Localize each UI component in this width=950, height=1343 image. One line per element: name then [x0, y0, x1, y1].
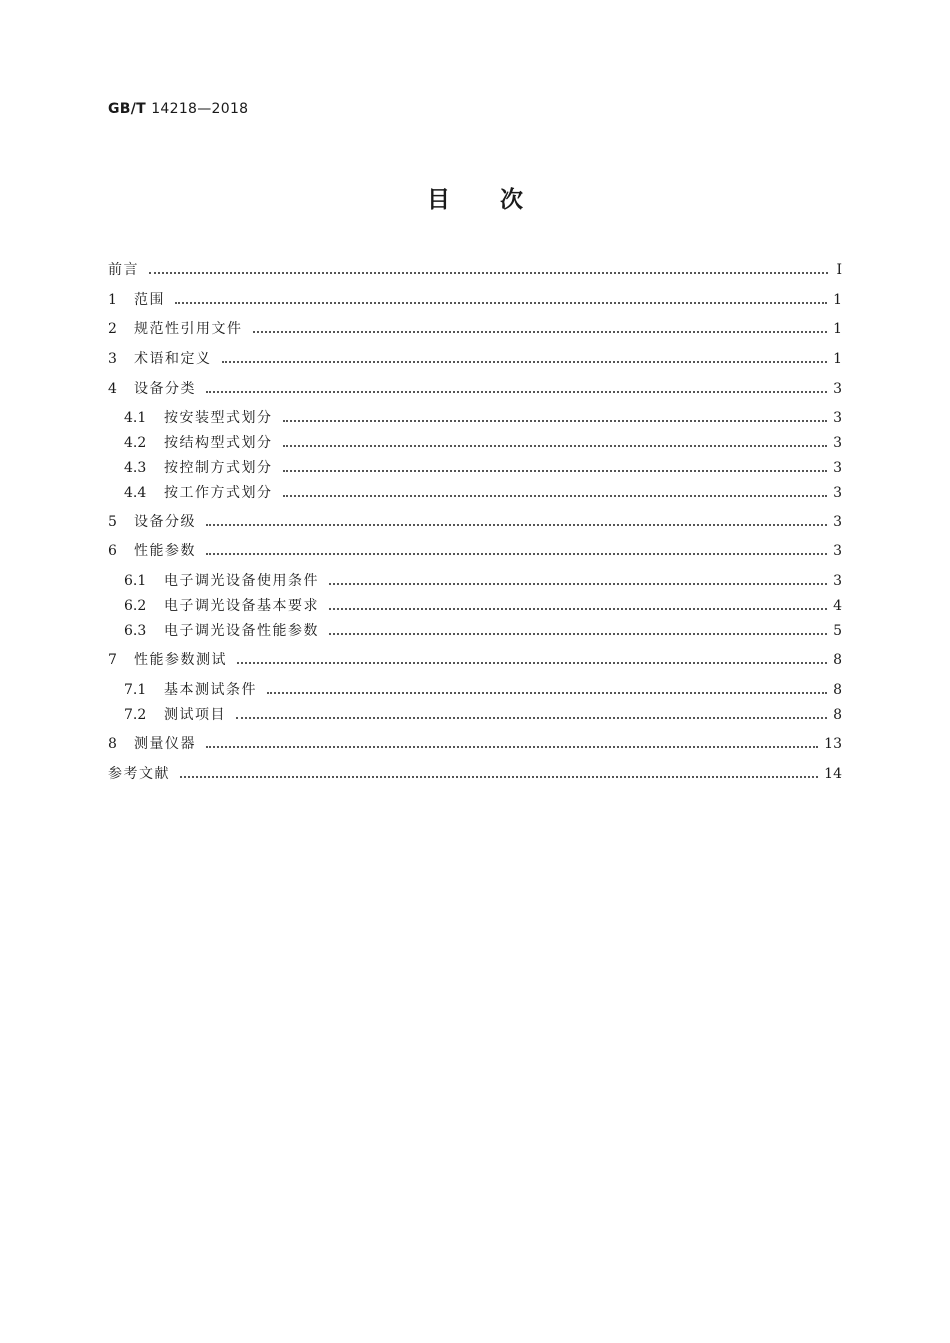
toc-entry-label: 性能参数	[134, 543, 196, 559]
toc-entry-number: 6	[108, 543, 117, 559]
dot-leader	[329, 632, 827, 635]
toc-entry-page-number: 4	[833, 598, 842, 614]
toc-entry-number: 4	[108, 381, 117, 397]
toc-entry-number: 4.2	[124, 435, 147, 451]
toc-entry-label: 电子调光设备性能参数	[164, 623, 319, 639]
toc-entry-number: 7	[108, 652, 117, 668]
toc-entry-page-number: 3	[833, 543, 842, 559]
toc-entry[interactable]	[124, 571, 842, 591]
dot-leader	[149, 271, 828, 274]
toc-entry[interactable]	[124, 483, 842, 503]
dot-leader	[180, 775, 818, 778]
toc-entry[interactable]	[108, 319, 842, 339]
standard-number: 14218—2018	[151, 101, 249, 117]
toc-entry-label: 设备分级	[134, 514, 196, 530]
toc-entry[interactable]	[124, 680, 842, 700]
page-title: 目次	[427, 187, 573, 213]
dot-leader	[206, 745, 818, 748]
toc-entry-page-number: 1	[833, 292, 842, 308]
toc-entry-number: 5	[108, 514, 117, 530]
dot-leader	[222, 360, 828, 363]
toc-entry[interactable]	[124, 705, 842, 725]
toc-entry-label: 范围	[134, 292, 165, 308]
toc-entry-page-number: 3	[833, 435, 842, 451]
toc-entry-page-number: 3	[833, 410, 842, 426]
toc-entry-number: 4.4	[124, 485, 147, 501]
toc-entry-label: 参考文献	[108, 766, 170, 782]
toc-entry[interactable]	[108, 650, 842, 670]
toc-entry-label: 电子调光设备基本要求	[164, 598, 319, 614]
toc-entry-label: 按安装型式划分	[164, 410, 273, 426]
toc-entry-number: 3	[108, 351, 117, 367]
toc-entry-page-number: 8	[833, 652, 842, 668]
toc-entry-page-number: 14	[824, 766, 842, 782]
toc-entry-page-number: 8	[833, 707, 842, 723]
dot-leader	[283, 419, 828, 422]
toc-entry[interactable]	[108, 349, 842, 369]
dot-leader	[267, 691, 827, 694]
document-header	[108, 101, 248, 117]
toc-entry-label: 按控制方式划分	[164, 460, 273, 476]
dot-leader	[236, 716, 827, 719]
toc-entry-number: 6.3	[124, 623, 147, 639]
toc-entry-label: 基本测试条件	[164, 682, 257, 698]
dot-leader	[206, 523, 827, 526]
toc-entry-number: 4.1	[124, 410, 147, 426]
toc-entry[interactable]	[108, 512, 842, 532]
toc-entry-page-number: 1	[833, 321, 842, 337]
dot-leader	[175, 301, 827, 304]
toc-entry-number: 8	[108, 736, 117, 752]
dot-leader	[329, 582, 827, 585]
toc-entry-number: 4.3	[124, 460, 147, 476]
toc-entry-page-number: 5	[833, 623, 842, 639]
toc-entry-label: 按工作方式划分	[164, 485, 273, 501]
toc-entry-number: 6.1	[124, 573, 147, 589]
toc-entry-page-number: Ⅰ	[836, 262, 842, 278]
toc-entry[interactable]	[108, 541, 842, 561]
dot-leader	[206, 552, 827, 555]
toc-entry-page-number: 13	[824, 736, 842, 752]
toc-entry[interactable]	[108, 734, 842, 754]
toc-entry-page-number: 8	[833, 682, 842, 698]
toc-entry-label: 设备分类	[134, 381, 196, 397]
dot-leader	[283, 494, 828, 497]
dot-leader	[253, 330, 828, 333]
toc-entry-page-number: 1	[833, 351, 842, 367]
toc-entry-label: 前言	[108, 262, 139, 278]
dot-leader	[283, 444, 828, 447]
dot-leader	[329, 607, 827, 610]
dot-leader	[283, 469, 828, 472]
toc-entry-page-number: 3	[833, 485, 842, 501]
standard-code: GB/T	[108, 101, 147, 117]
dot-leader	[237, 661, 827, 664]
toc-entry-number: 7.1	[124, 682, 147, 698]
toc-entry[interactable]	[124, 621, 842, 641]
toc-entry-number: 6.2	[124, 598, 147, 614]
toc-entry-number: 7.2	[124, 707, 147, 723]
toc-entry[interactable]	[124, 408, 842, 428]
toc-entry[interactable]	[108, 379, 842, 399]
toc-entry-number: 2	[108, 321, 117, 337]
toc-entry[interactable]	[108, 260, 842, 280]
toc-entry[interactable]	[124, 596, 842, 616]
toc-entry-page-number: 3	[833, 460, 842, 476]
toc-entry-label: 性能参数测试	[134, 652, 227, 668]
toc-entry-label: 按结构型式划分	[164, 435, 273, 451]
dot-leader	[206, 390, 827, 393]
toc-entry-label: 电子调光设备使用条件	[164, 573, 319, 589]
toc-entry[interactable]	[124, 458, 842, 478]
toc-entry[interactable]	[108, 290, 842, 310]
toc-entry-label: 术语和定义	[134, 351, 212, 367]
toc-entry-page-number: 3	[833, 573, 842, 589]
toc-entry[interactable]	[124, 433, 842, 453]
toc-entry[interactable]	[108, 764, 842, 784]
toc-entry-label: 规范性引用文件	[134, 321, 243, 337]
toc-entry-page-number: 3	[833, 381, 842, 397]
toc-entry-label: 测试项目	[164, 707, 226, 723]
toc-entry-number: 1	[108, 292, 117, 308]
toc-entry-page-number: 3	[833, 514, 842, 530]
toc-entry-label: 测量仪器	[134, 736, 196, 752]
